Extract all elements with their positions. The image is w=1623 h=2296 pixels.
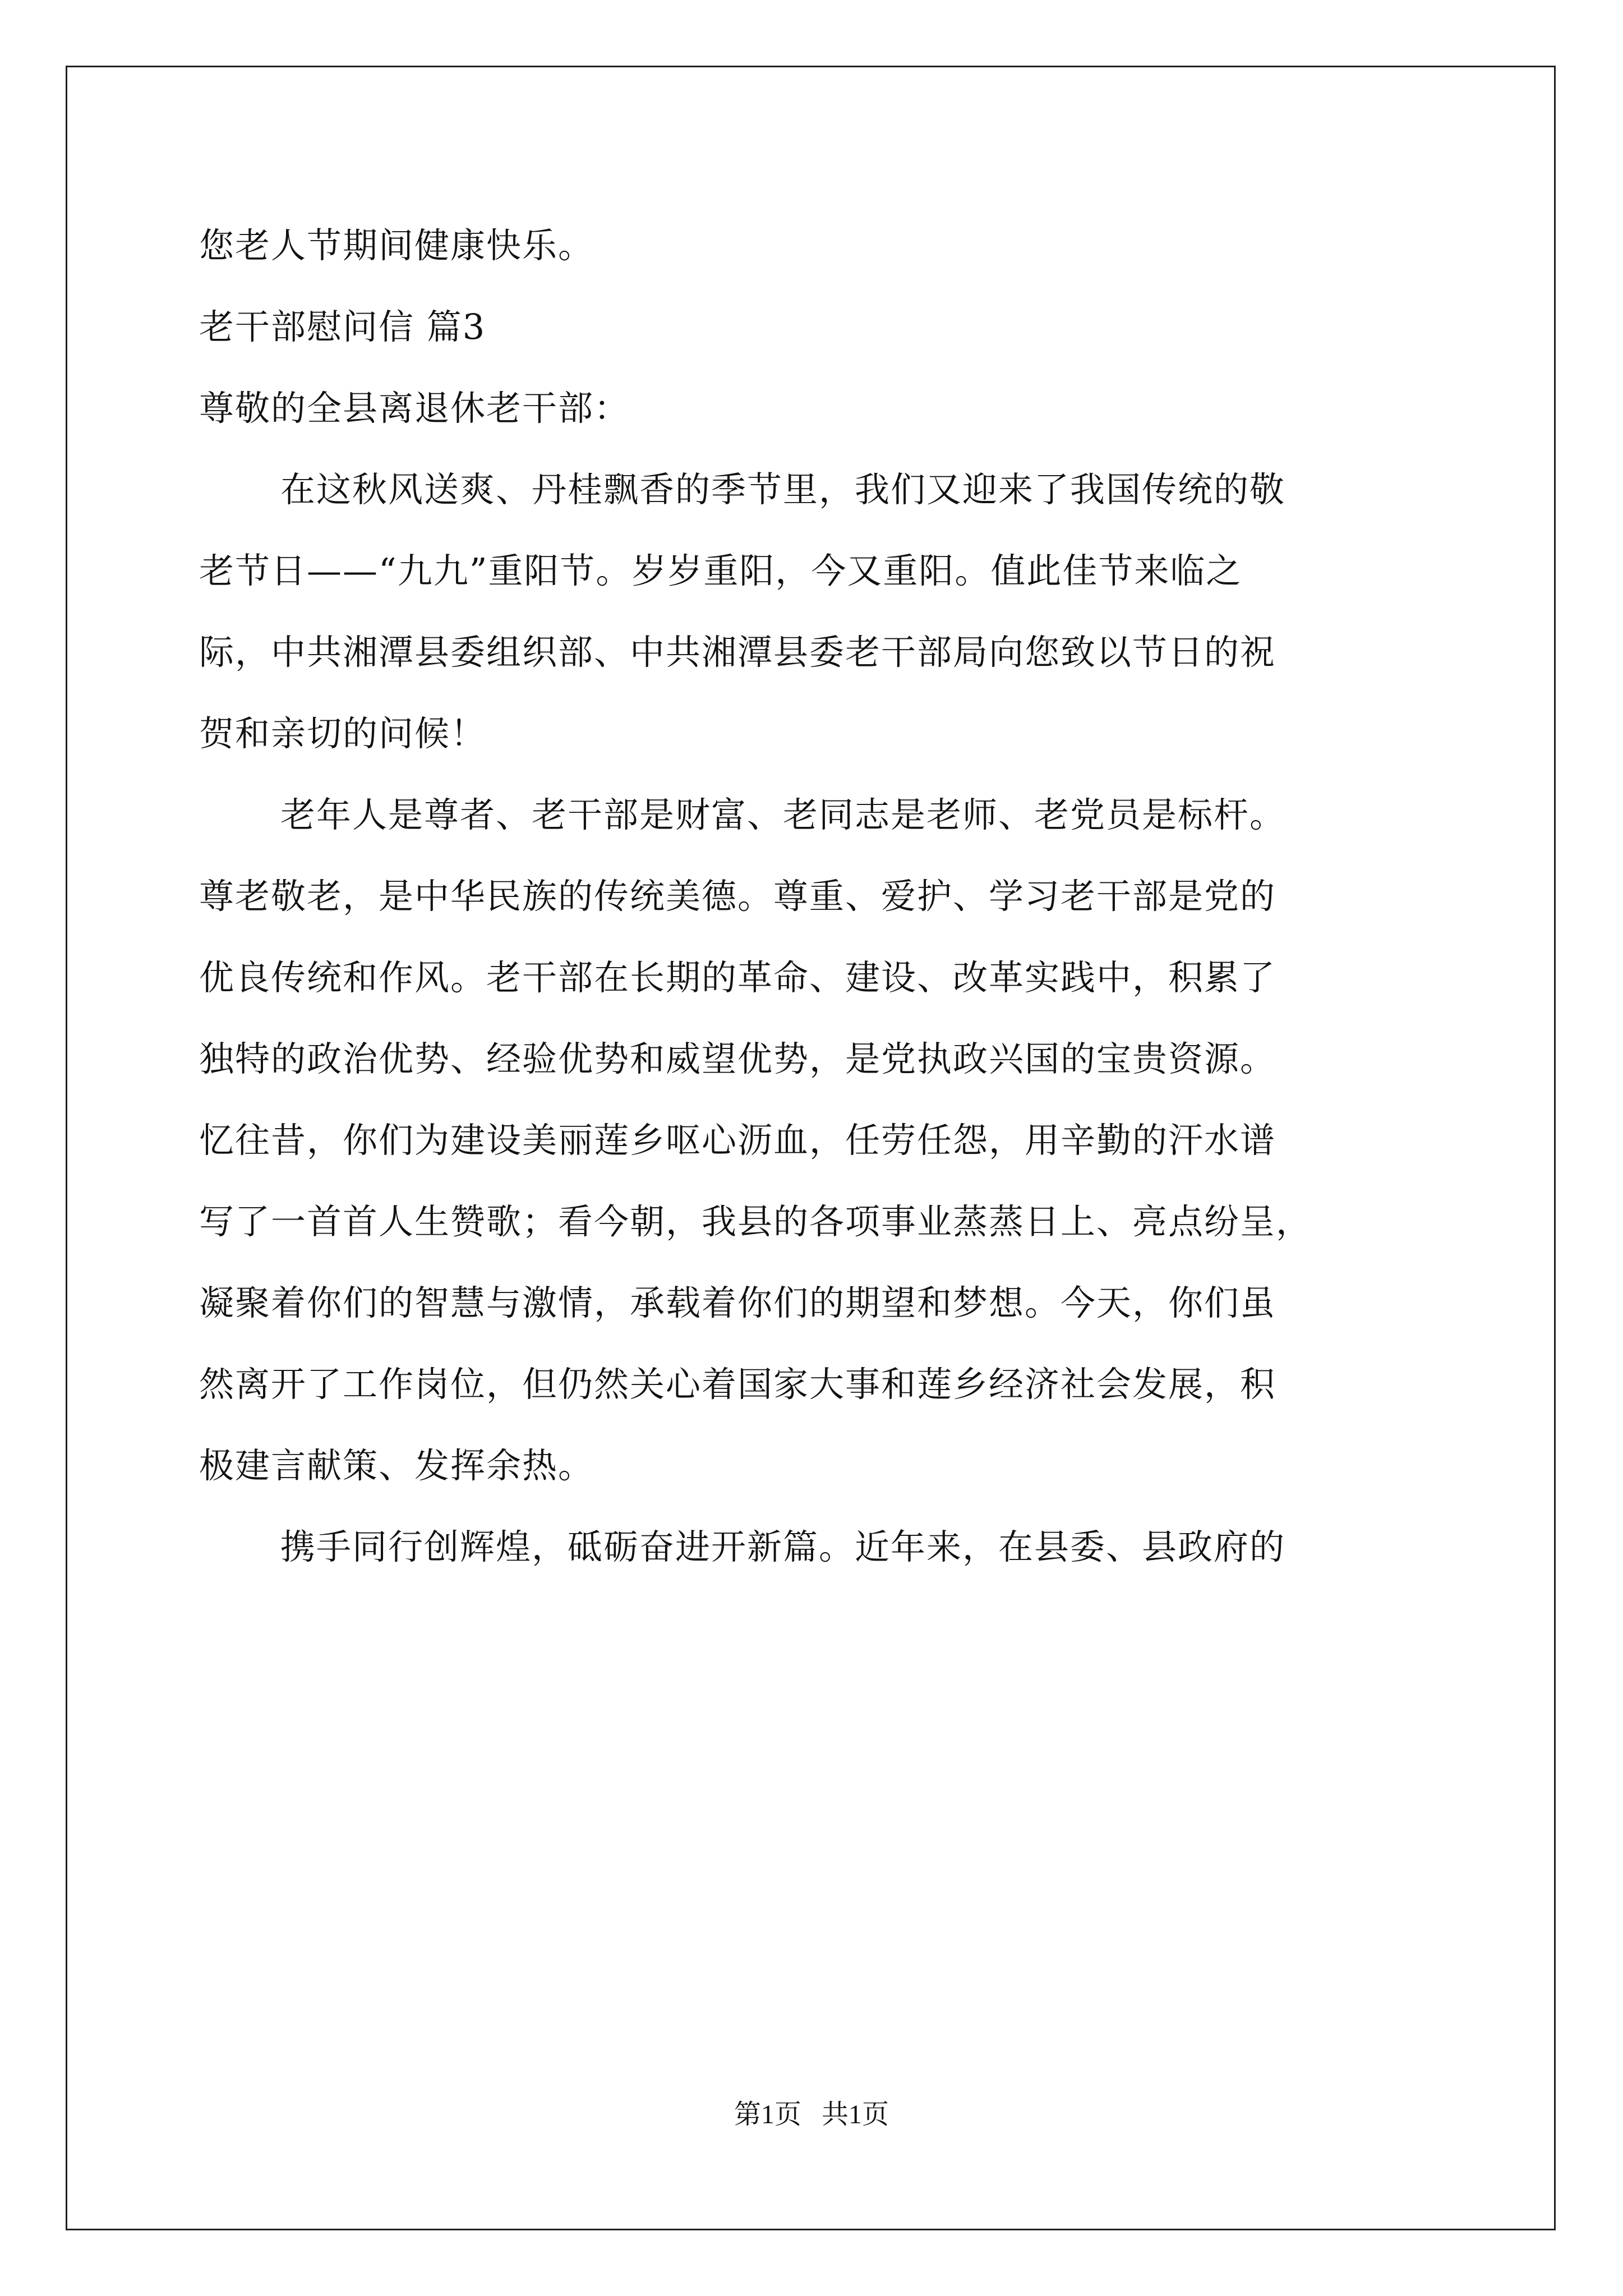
paragraph-line: 写了一首首人生赞歌；看今朝，我县的各项事业蒸蒸日上、亮点纷呈，	[199, 1201, 1312, 1242]
paragraph-line: 忆往昔，你们为建设美丽莲乡呕心沥血，任劳任怨，用辛勤的汗水谱	[199, 1120, 1276, 1161]
salutation: 尊敬的全县离退休老干部：	[199, 388, 630, 429]
paragraph-line: 携手同行创辉煌，砥砺奋进开新篇。近年来，在县委、县政府的	[280, 1526, 1286, 1567]
paragraph-line: 老年人是尊者、老干部是财富、老同志是老师、老党员是标杆。	[280, 794, 1286, 835]
page-total: 共1页	[822, 2100, 889, 2129]
paragraph-line: 尊老敬老，是中华民族的传统美德。尊重、爱护、学习老干部是党的	[199, 876, 1276, 917]
paragraph-line: 极建言献策、发挥余热。	[199, 1445, 594, 1486]
paragraph-line: 老节日——“九九”重阳节。岁岁重阳，今又重阳。值此佳节来临之	[199, 550, 1242, 591]
page-number: 第1页	[734, 2100, 801, 2129]
section-heading: 老干部慰问信 篇3	[199, 306, 486, 347]
paragraph-line: 然离开了工作岗位，但仍然关心着国家大事和莲乡经济社会发展，积	[199, 1364, 1276, 1405]
page-footer	[0, 2092, 1623, 2131]
paragraph-line: 优良传统和作风。老干部在长期的革命、建设、改革实践中，积累了	[199, 957, 1276, 998]
paragraph-line: 凝聚着你们的智慧与激情，承载着你们的期望和梦想。今天，你们虽	[199, 1282, 1276, 1323]
paragraph-line: 际，中共湘潭县委组织部、中共湘潭县委老干部局向您致以节日的祝	[199, 632, 1276, 673]
document-body	[199, 205, 1433, 1588]
paragraph-line: 独特的政治优势、经验优势和威望优势，是党执政兴国的宝贵资源。	[199, 1038, 1276, 1079]
paragraph-line: 在这秋风送爽、丹桂飘香的季节里，我们又迎来了我国传统的敬	[280, 469, 1286, 510]
paragraph-line: 贺和亲切的问候！	[199, 713, 487, 754]
text-line: 您老人节期间健康快乐。	[199, 225, 594, 266]
